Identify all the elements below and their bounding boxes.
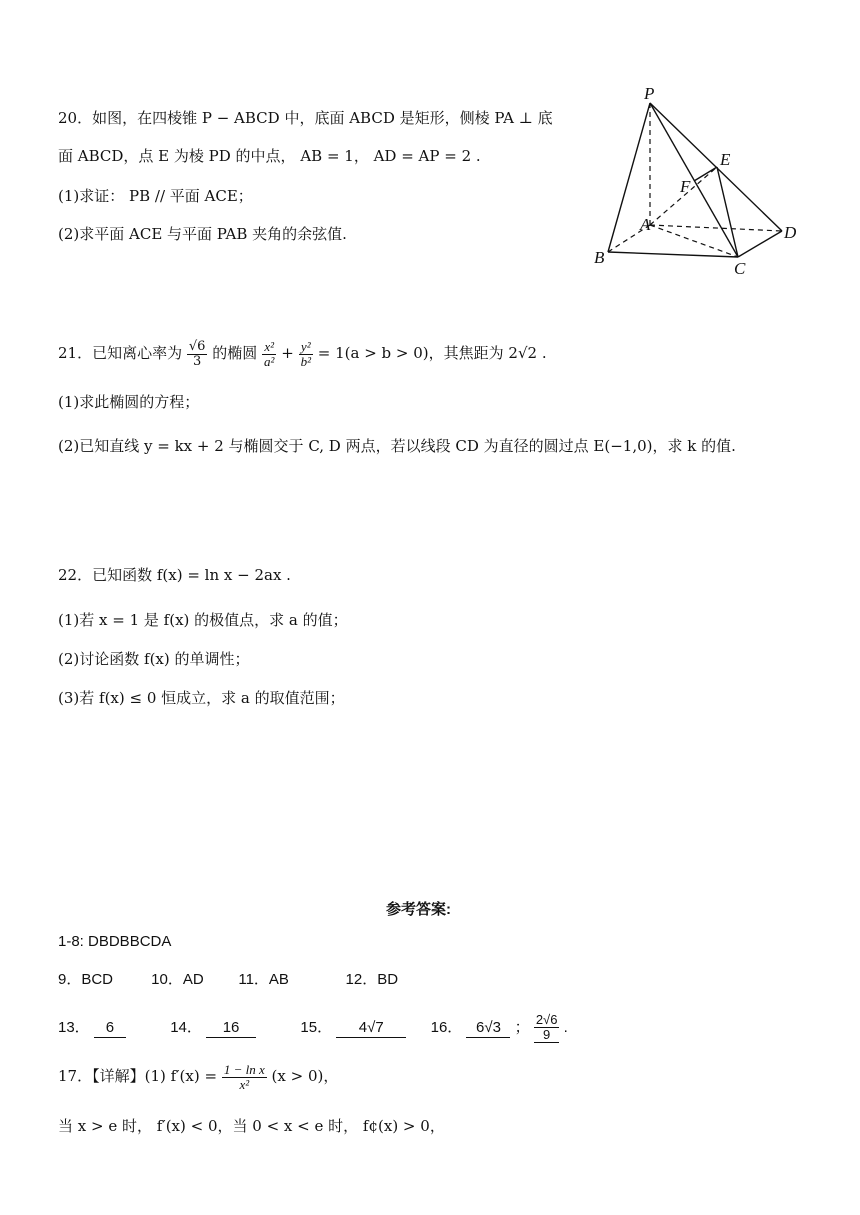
label-P: P xyxy=(644,85,655,103)
answer-13: 6 xyxy=(94,1019,126,1038)
q20-line2: 面 ABCD，点 E 为棱 PD 的中点， AB = 1， AD = AP = 2 . xyxy=(58,147,481,165)
answer-12: 12．BD xyxy=(345,971,399,988)
y-fraction xyxy=(299,340,313,369)
answers-row13 xyxy=(58,1010,568,1046)
q21-suffix: = 1(a > b > 0)，其焦距为 2√2 . xyxy=(317,344,547,362)
ecc-den: 3 xyxy=(193,353,202,369)
answer-16a: 6√3 xyxy=(466,1019,510,1038)
q21-prefix: 21．已知离心率为 xyxy=(58,344,183,362)
q21-line1 xyxy=(58,334,547,372)
label-A: A xyxy=(640,215,651,234)
answer-9: 9．BCD xyxy=(58,971,114,988)
q17-suffix: (x > 0)， xyxy=(271,1067,339,1085)
q22-part1: (1)若 x = 1 是 f(x) 的极值点，求 a 的值； xyxy=(58,611,348,629)
x-fraction xyxy=(262,340,276,369)
answers-row9 xyxy=(58,970,398,990)
ecc-num: √6 xyxy=(188,338,206,354)
answer-16b-num: 2√6 xyxy=(535,1012,558,1028)
q17-line1 xyxy=(58,1056,338,1096)
q22-line1: 22．已知函数 f(x) = ln x − 2ax . xyxy=(58,566,291,584)
answer-15: 4√7 xyxy=(336,1019,406,1038)
q20-part1: (1)求证： PB // 平面 ACE； xyxy=(58,187,253,205)
answer-14: 16 xyxy=(206,1019,256,1038)
label-D: D xyxy=(784,223,797,242)
x-num: x² xyxy=(262,340,276,355)
label-B: B xyxy=(594,248,605,267)
answers-mc: 1-8: DBDBBCDA xyxy=(58,933,172,950)
y-den: b² xyxy=(300,353,311,369)
q20-line1: 20．如图，在四棱锥 P − ABCD 中，底面 ABCD 是矩形，侧棱 PA ⊥ 底 xyxy=(58,109,553,127)
label-F: F xyxy=(680,177,691,196)
pyramid-figure xyxy=(590,85,820,285)
q21-plus: + xyxy=(281,344,294,362)
q21-part1: (1)求此椭圆的方程； xyxy=(58,393,200,411)
q17-prefix: 17．【详解】(1) f′(x) = xyxy=(58,1067,218,1085)
q17-num: 1 − ln x xyxy=(223,1061,265,1077)
label-C: C xyxy=(734,259,746,278)
y-num: y² xyxy=(299,340,313,355)
q17-fraction xyxy=(222,1063,267,1092)
q20-part2: (2)求平面 ACE 与平面 PAB 夹角的余弦值. xyxy=(58,225,347,243)
answer-16-separator: ； xyxy=(514,1019,530,1036)
label-16: 16． xyxy=(430,1019,463,1036)
q21-part2: (2)已知直线 y = kx + 2 与椭圆交于 C, D 两点，若以线段 CD 为直径的圆过点 E(−1,0)，求 k 的值. xyxy=(58,437,736,455)
q17-line2: 当 x > e 时， f′(x) < 0，当 0 < x < e 时， f¢(x) > 0， xyxy=(58,1117,445,1135)
label-13: 13． xyxy=(58,1019,90,1036)
answer-11: 11．AB xyxy=(238,971,289,988)
label-E: E xyxy=(720,150,731,169)
eccentricity-fraction xyxy=(187,340,208,369)
answer-16-end: . xyxy=(563,1019,568,1036)
label-14: 14． xyxy=(170,1019,202,1036)
label-15: 15． xyxy=(300,1019,333,1036)
x-den: a² xyxy=(264,353,275,369)
answer-10: 10．AD xyxy=(151,971,204,988)
q22-part3: (3)若 f(x) ≤ 0 恒成立，求 a 的取值范围； xyxy=(58,689,345,707)
answers-heading: 参考答案: xyxy=(386,901,451,918)
q22-part2: (2)讨论函数 f(x) 的单调性； xyxy=(58,650,250,668)
answer-16b-fraction xyxy=(534,1013,560,1043)
answer-16b-den: 9 xyxy=(534,1028,560,1043)
q17-den: x² xyxy=(239,1076,250,1092)
q21-mid: 的椭圆 xyxy=(212,344,258,362)
